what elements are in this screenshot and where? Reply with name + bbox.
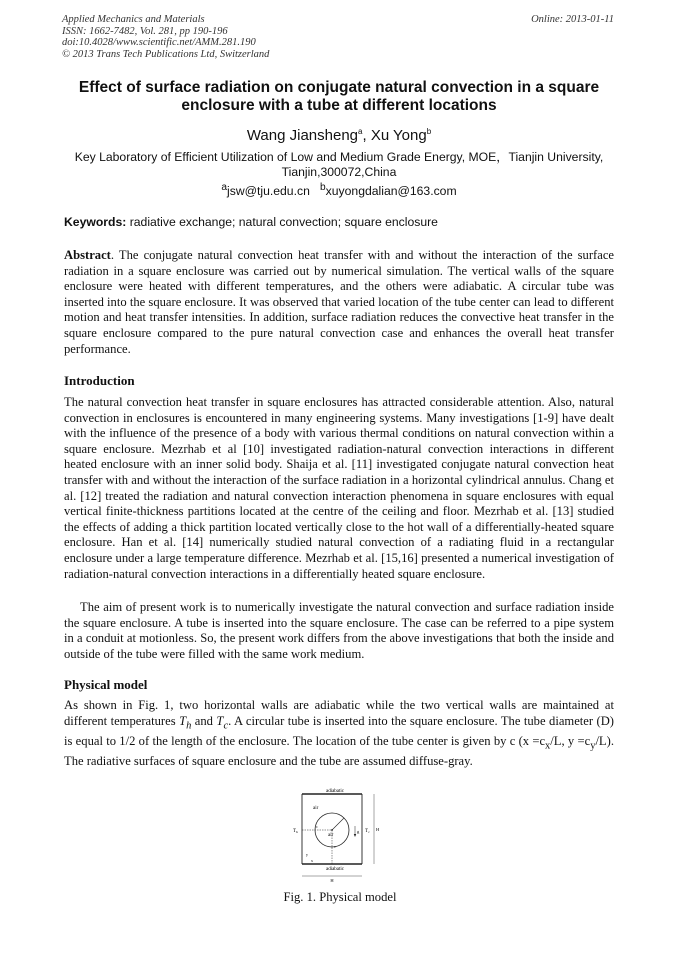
cx-sub: x [545, 740, 551, 752]
introduction-paragraph-1: The natural convection heat transfer in square enclosures has attracted considerable attention. Also, natural convection in enclosures is encountered in many engineering systems. Many investigations [1-9] have dealt with the influence of the presence of a body with various thermal conditions on natural convection within a square enclosure. Mezrhab et al [10] investigated radiation-natural convection interactions in different heated enclosure with an inner solid body. Shaija et al. [11] investigated conjugate natural convection heat transfer with and without the interaction of the surface radiation in a horizontal cylindrical annulus. Chang et al. [12] treated the radiation and natural convection interaction phenomena in square enclosures with equal vertical finite-thickness partitions located at the centre of the ceiling and floor. Mezrhab et al. [13] studied the effects of adding a thick partition located vertically close to the hot wall of a differentially-heated square enclosure. Han et al. [14] numerically studied natural convection of a radiating fluid in a rectangular enclosure under a large temperature difference. Mezrhab et al. [15,16] presented a numerical investigation of radiation-natural convection interactions in a differentially heated square enclosure. [64, 395, 614, 581]
author-separator: , [362, 127, 371, 144]
temp-hot [179, 713, 192, 732]
email-a-mark: a [221, 182, 228, 193]
physical-model-figure [282, 786, 388, 884]
keywords-text: radiative exchange; natural convection; square enclosure [126, 215, 438, 229]
fig-right-temp-symbol: T [365, 829, 369, 834]
fig-gravity-label: g [357, 829, 360, 834]
keywords [64, 215, 624, 230]
fig-radius-line [332, 818, 344, 830]
journal-issn: ISSN: 1662-7482, Vol. 281, pp 190-196 [62, 25, 228, 37]
pm-text-2: and [191, 713, 217, 728]
fig-left-temp-symbol: T [293, 829, 297, 834]
fig-tube-center [331, 829, 333, 831]
email-b: xuyongdalian@163.com [325, 184, 457, 199]
fig-air-inside: air [328, 833, 334, 838]
affiliation [50, 150, 628, 180]
fig-right-temp [365, 829, 370, 834]
affiliation-line-2: Tianjin,300072,China [281, 165, 397, 179]
abstract [64, 248, 614, 357]
physical-model-heading: Physical model [64, 677, 148, 692]
fig-right-temp-sub: c [368, 830, 370, 834]
fig-y-axis: y [306, 852, 308, 857]
fig-air-outside: air [313, 806, 319, 811]
abstract-text: . The conjugate natural convection heat transfer with and without the interaction of the surface radiation in a square enclosure was carried out by numerical simulation. The vertical walls of the square enclosure were heated with different temperatures, and the others were adiabatic. A circular tube was inserted into the square enclosure. It was observed that varied location of the tube center can lead to different motion and heat transfer intensities. In addition, surface radiation reduces the convective heat transfer in the square enclosure compared to the pure natural convection case and enhances the overall heat transfer performance. [64, 248, 614, 356]
temp-cold-sub: c [223, 720, 229, 732]
introduction-paragraph-2: The aim of present work is to numerically investigate the natural convection and surface radiation inside the square enclosure. A tube is inserted into the square enclosure. The case can be referred to a pipe system in a conduit at motionless. So, the present work differs from the above investigations that both the inside and outside of the tube were filled with the same work medium. [64, 600, 614, 661]
temp-cold-symbol: T [216, 713, 224, 728]
figure-caption: Fig. 1. Physical model [283, 890, 397, 904]
cy-sub: y [590, 740, 596, 752]
abstract-label: Abstract [64, 248, 111, 262]
fig-top-label: adiabatic [325, 789, 345, 794]
fig-left-temp-sub: h [296, 830, 298, 834]
author-1-mark: a [358, 127, 363, 136]
affiliation-line-1: Key Laboratory of Efficient Utilization of Low and Medium Grade Energy, MOE，Tianjin University, [74, 150, 604, 164]
pm-text-3: . A circular tube is inserted into the square enclosure. The tube diameter (D) is equal to 1/2 of the length of the enclosure. The location of the tube center is given by c (x =c [64, 713, 615, 748]
journal-copyright: © 2013 Trans Tech Publications Ltd, Switzerland [62, 48, 270, 60]
author-2: Xu Yong [370, 127, 427, 144]
paper-title: Effect of surface radiation on conjugate natural convection in a square enclosure with a tube at different locations [78, 79, 600, 114]
online-date: Online: 2013-01-11 [531, 14, 614, 25]
fig-bottom-label: adiabatic [325, 867, 345, 872]
fig-cy-label: c [334, 844, 336, 849]
journal-name: Applied Mechanics and Materials [62, 14, 205, 25]
journal-header [62, 14, 614, 60]
fig-height-label: H [376, 827, 380, 832]
journal-doi: doi:10.4028/www.scientific.net/AMM.281.190 [62, 37, 256, 48]
author-1: Wang Jiansheng [246, 127, 359, 144]
pm-text-1: As shown in Fig. 1, two horizontal walls are adiabatic while the two vertical walls are maintained at different temperatures [64, 698, 614, 728]
fig-gravity-arrowhead [354, 834, 356, 837]
pm-text-5: /L). The radiative surfaces of square enclosure and the tube are assumed diffuse-gray. [64, 733, 614, 768]
physical-model-paragraph [64, 698, 614, 769]
introduction-heading: Introduction [64, 373, 135, 388]
temp-cold [216, 713, 229, 732]
pm-text-4: /L, y =c [550, 733, 591, 748]
author-line [40, 123, 638, 145]
fig-width-label: H [330, 878, 334, 883]
fig-left-temp [293, 829, 298, 834]
author-2-mark: b [426, 127, 432, 136]
fig-cx-label: c [316, 824, 318, 829]
temp-hot-symbol: T [179, 713, 187, 728]
email-a: jsw@tju.edu.cn [227, 184, 310, 199]
keywords-label: Keywords: [64, 215, 127, 229]
email-line [40, 180, 638, 199]
temp-hot-sub: h [186, 720, 192, 732]
email-b-mark: b [320, 182, 326, 193]
fig-x-axis: x [311, 858, 313, 863]
